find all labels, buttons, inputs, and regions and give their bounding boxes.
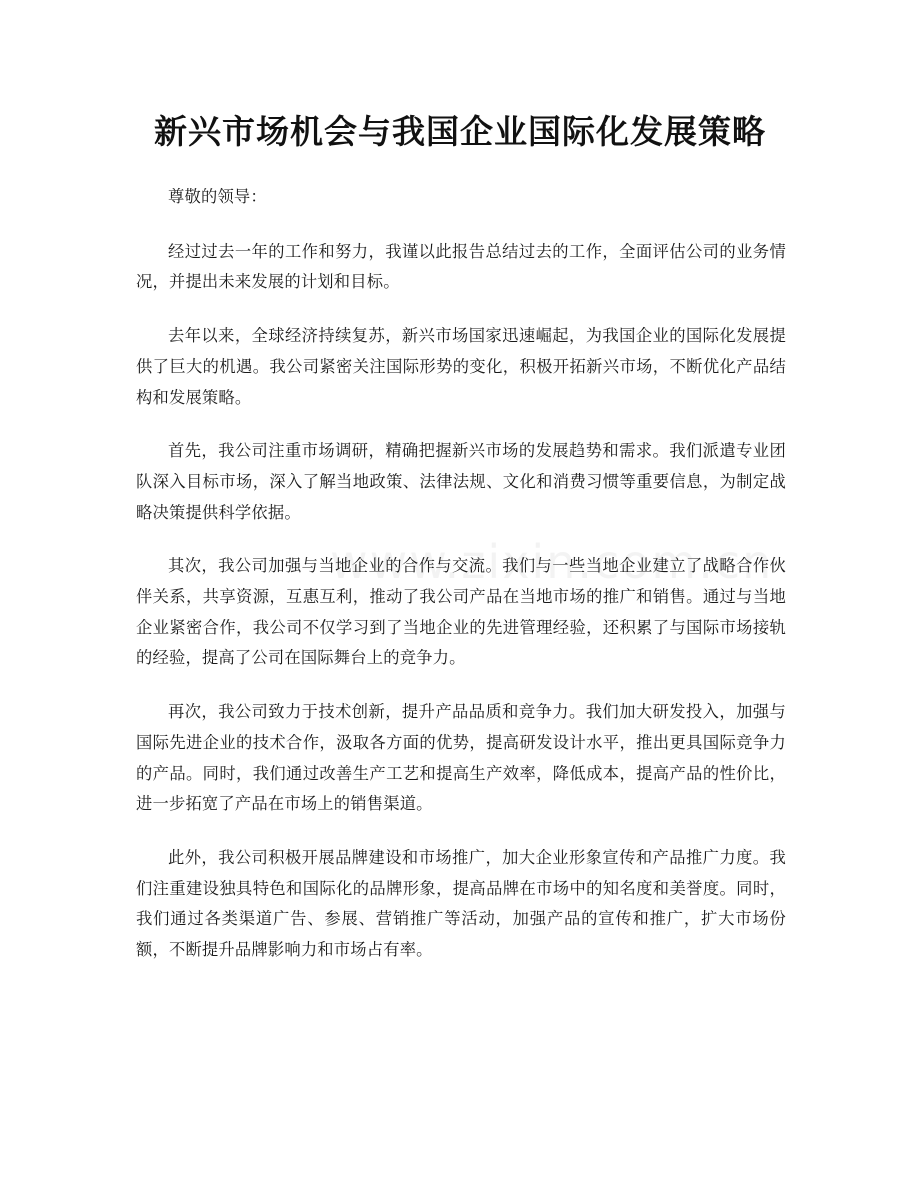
paragraph-market-research: 首先，我公司注重市场调研，精确把握新兴市场的发展趋势和需求。我们派遣专业团队深入目标市场，深入了解当地政策、法律法规、文化和消费习惯等重要信息，为制定战略决策提供科学依据。 — [136, 441, 786, 522]
document-body — [136, 182, 786, 989]
paragraph-intro: 经过过去一年的工作和努力，我谨以此报告总结过去的工作，全面评估公司的业务情况，并提出未来发展的计划和目标。 — [136, 241, 786, 292]
document-title: 新兴市场机会与我国企业国际化发展策略 — [154, 112, 766, 151]
paragraph-innovation: 再次，我公司致力于技术创新，提升产品品质和竞争力。我们加大研发投入，加强与国际先进企业的技术合作，汲取各方面的优势，提高研发设计水平，推出更具国际竞争力的产品。同时，我们通过改善生产工艺和提高生产效率，降低成本，提高产品的性价比，进一步拓宽了产品在市场上的销售渠道。 — [136, 702, 786, 814]
salutation: 尊敬的领导： — [168, 187, 267, 206]
paragraph-cooperation: 其次，我公司加强与当地企业的合作与交流。我们与一些当地企业建立了战略合作伙伴关系，共享资源，互惠互利，推动了我公司产品在当地市场的推广和销售。通过与当地企业紧密合作，我公司不仅学习到了当地企业的先进管理经验，还积累了与国际市场接轨的经验，提高了公司在国际舞台上的竞争力。 — [136, 556, 786, 668]
paragraph-background: 去年以来，全球经济持续复苏，新兴市场国家迅速崛起，为我国企业的国际化发展提供了巨大的机遇。我公司紧密关注国际形势的变化，积极开拓新兴市场，不断优化产品结构和发展策略。 — [136, 326, 786, 407]
paragraph-branding: 此外，我公司积极开展品牌建设和市场推广，加大企业形象宣传和产品推广力度。我们注重建设独具特色和国际化的品牌形象，提高品牌在市场中的知名度和美誉度。同时，我们通过各类渠道广告、参展、营销推广等活动，加强产品的宣传和推广，扩大市场份额，不断提升品牌影响力和市场占有率。 — [136, 847, 786, 960]
